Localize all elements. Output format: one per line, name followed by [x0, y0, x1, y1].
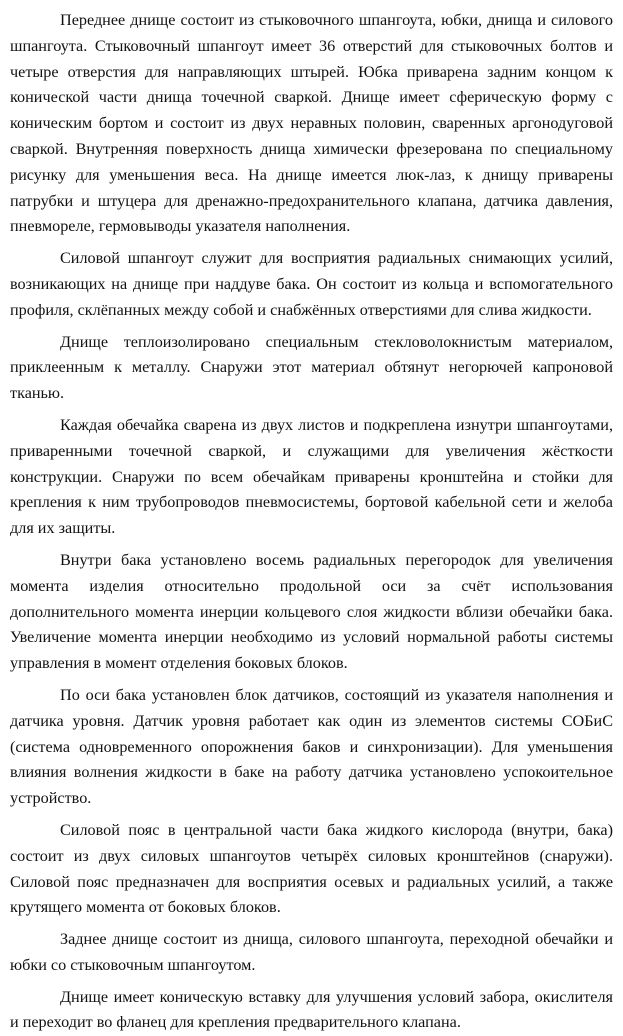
paragraph-insulation: Днище теплоизолировано специальным стекловолокнистым материалом, приклеенным к металлу. Снаружи этот материал обтянут негорючей капроновой тканью. [10, 332, 613, 403]
paragraph-load-frame: Силовой шпангоут служит для восприятия радиальных снимающих усилий, возникающих на днище при наддуве бака. Он состоит из кольца и вспомогательного профиля, склёпанных между собой и снабжённых отверстиями для слива жидкости. [10, 249, 613, 319]
paragraph-forward-dome: Переднее днище состоит из стыковочного шпангоута, юбки, днища и силового шпангоута. Стыковочный шпангоут имеет 36 отверстий для стыковочных болтов и четыре отверстия для направляющих штырей. Юбка приварена задним концом к конической части днища точечной сваркой. Днище имеет сферическую форму с коническим бортом и состоит из двух неравных половин, сваренных аргонодуговой сваркой. Внутренняя поверхность днища химически фрезерована по специальному рисунку для уменьшения веса. На днище имеется люк-лаз, к днищу приварены патрубки и штуцера для дренажно-предохранительного клапана, датчика давления, пневмореле, гермовыводы указателя наполнения. [10, 11, 613, 236]
paragraph-load-belt: Силовой пояс в центральной части бака жидкого кислорода (внутри, бака) состоит из двух силовых шпангоутов четырёх силовых кронштейнов (снаружи). Силовой пояс предназначен для восприятия осевых и радиальных усилий, а также крутящего момента от боковых блоков. [10, 820, 613, 917]
paragraph-baffles: Внутри бака установлено восемь радиальных перегородок для увеличения момента изделия относительно продольной оси за счёт использования дополнительного момента инерции кольцевого слоя жидкости вблизи обечайки бака. Увеличение момента инерции необходимо из условий нормальной работы системы управления в момент отделения боковых блоков. [10, 550, 613, 673]
paragraph-sensor-block: По оси бака установлен блок датчиков, состоящий из указателя наполнения и датчика уровня. Датчик уровня работает как один из элементов системы СОБиС (система одновременного опорожнения баков и синхронизации). Для уменьшения влияния волнения жидкости в баке на работу датчика установлено успокоительное устройство. [10, 685, 613, 808]
paragraph-conical-insert: Днище имеет коническую вставку для улучшения условий забора, окислителя и переходит во фланец для крепления предварительного клапана. [10, 987, 613, 1032]
paragraph-aft-dome: Заднее днище состоит из днища, силового шпангоута, переходной обечайки и юбки со стыковочным шпангоутом. [10, 930, 613, 974]
paragraph-shell: Каждая обечайка сварена из двух листов и подкреплена изнутри шпангоутами, приваренными точечной сваркой, и служащими для увеличения жёсткости конструкции. Снаружи по всем обечайкам приварены кронштейна и стойки для крепления к ним трубопроводов пневмосистемы, бортовой кабельной сети и желоба для их защиты. [10, 415, 613, 538]
